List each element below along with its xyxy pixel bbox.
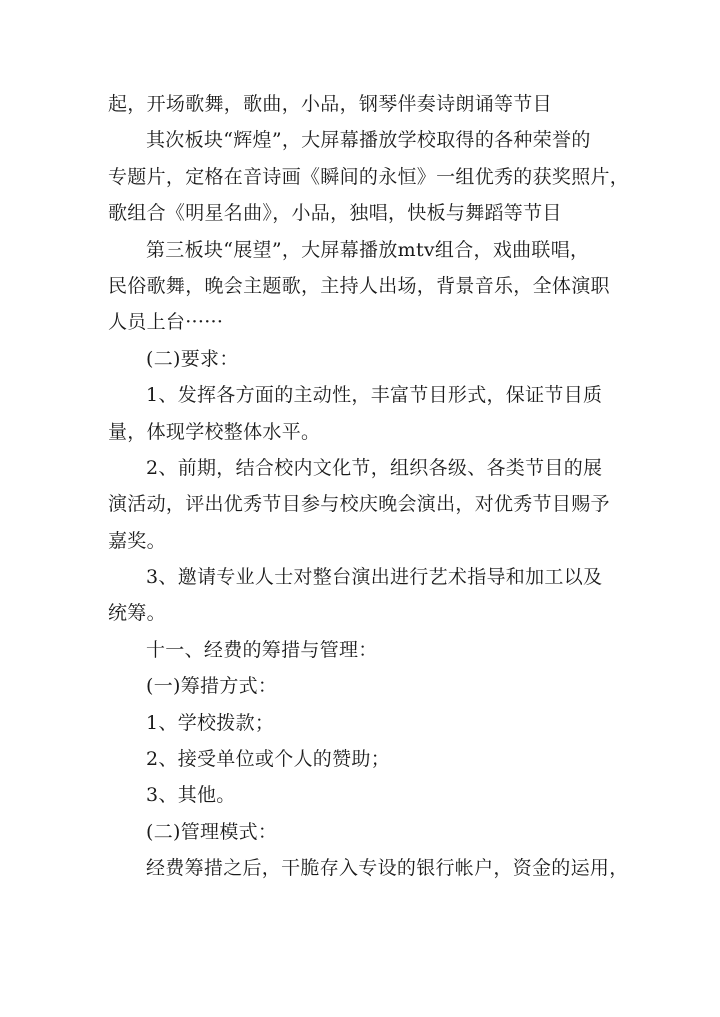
list-item: 1、发挥各方面的主动性，丰富节目形式，保证节目质 [146,384,603,407]
text-line: 人员上台······ [108,311,224,334]
text-line: 统筹。 [108,602,166,625]
text-line: 第三板块“展望”，大屏幕播放mtv组合，戏曲联唱， [146,238,590,261]
text-line: 其次板块“辉煌”，大屏幕播放学校取得的各种荣誉的 [146,129,591,152]
list-item: 2、接受单位或个人的赞助； [146,748,390,771]
section-heading: (二)要求： [146,347,239,370]
list-item: 3、其他。 [146,784,236,807]
text-line: 歌组合《明星名曲》，小品，独唱，快板与舞蹈等节目 [108,202,562,225]
text-line: 起，开场歌舞，歌曲，小品，钢琴伴奏诗朗诵等节目 [108,93,552,115]
text-line: 专题片，定格在音诗画《瞬间的永恒》一组优秀的获奖照片， [108,165,630,188]
text-line: 量，体现学校整体水平。 [108,420,321,443]
list-item: 2、前期，结合校内文化节，组织各级、各类节目的展 [146,456,603,479]
text-line: 经费筹措之后，干脆存入专设的银行帐户，资金的运用， [146,857,629,880]
text-line: 民俗歌舞，晚会主题歌，主持人出场，背景音乐，全体演职 [108,274,610,297]
list-item: 3、邀请专业人士对整台演出进行艺术指导和加工以及 [146,566,603,589]
list-item: 1、学校拨款； [146,711,275,734]
document-body [108,86,630,887]
subsection-heading: (一)筹措方式： [146,675,278,698]
text-line: 嘉奖。 [108,529,166,552]
subsection-heading: (二)管理模式： [146,820,278,843]
text-line: 演活动，评出优秀节目参与校庆晚会演出，对优秀节目赐予 [108,493,610,516]
section-heading: 十一、经费的筹措与管理： [146,638,378,661]
